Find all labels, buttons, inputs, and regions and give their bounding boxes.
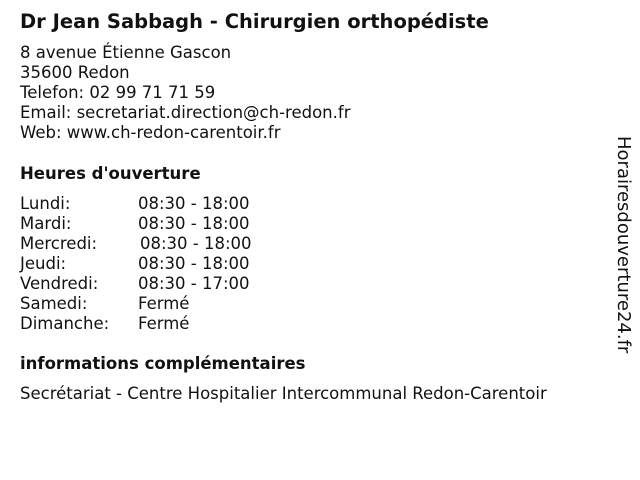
day-label: Jeudi: — [20, 254, 67, 273]
day-label: Mardi: — [20, 214, 72, 233]
time-value: 08:30 - 18:00 — [138, 194, 250, 213]
day-label: Samedi: — [20, 294, 88, 313]
email-line: Email: secretariat.direction@ch-redon.fr — [20, 103, 351, 122]
hours-row — [20, 234, 320, 254]
web-line: Web: www.ch-redon-carentoir.fr — [20, 123, 281, 142]
hours-row — [20, 214, 320, 234]
day-label: Vendredi: — [20, 274, 99, 293]
time-value: Fermé — [138, 294, 190, 313]
info-text: Secrétariat - Centre Hospitalier Intercommunal Redon-Carentoir — [20, 384, 547, 403]
time-value: 08:30 - 18:00 — [138, 254, 250, 273]
address-city: 35600 Redon — [20, 63, 130, 82]
address-street: 8 avenue Étienne Gascon — [20, 43, 232, 62]
page-title: Dr Jean Sabbagh - Chirurgien orthopédiste — [20, 10, 489, 33]
watermark-text: Horairesdouverture24.fr — [613, 136, 634, 354]
hours-table — [20, 194, 320, 334]
time-value: Fermé — [138, 314, 190, 333]
hours-heading: Heures d'ouverture — [20, 164, 201, 183]
address-block — [20, 43, 350, 143]
time-value: 08:30 - 18:00 — [138, 214, 250, 233]
time-value: 08:30 - 18:00 — [140, 234, 252, 253]
info-heading: informations complémentaires — [20, 354, 306, 373]
watermark — [612, 136, 636, 372]
day-label: Mercredi: — [20, 234, 98, 253]
hours-row — [20, 294, 320, 314]
time-value: 08:30 - 17:00 — [138, 274, 250, 293]
day-label: Lundi: — [20, 194, 71, 213]
hours-row — [20, 254, 320, 274]
hours-row — [20, 274, 320, 294]
day-label: Dimanche: — [20, 314, 110, 333]
phone-line: Telefon: 02 99 71 71 59 — [20, 83, 216, 102]
hours-row — [20, 194, 320, 214]
hours-row — [20, 314, 320, 334]
